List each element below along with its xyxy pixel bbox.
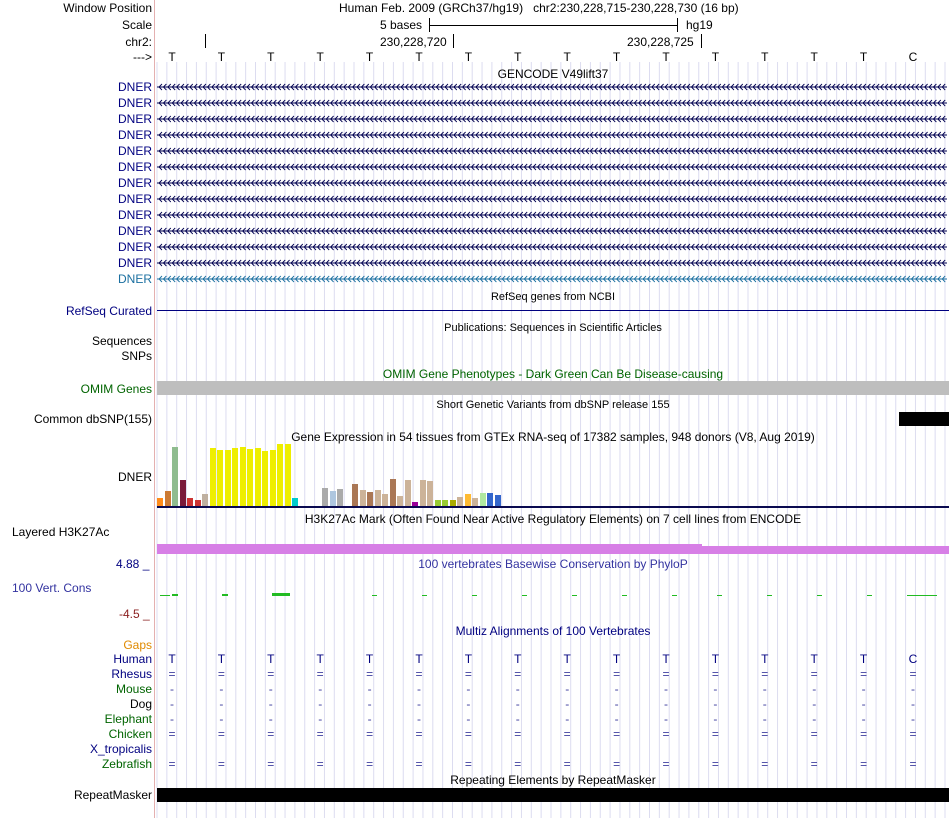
alignment-base: = <box>514 727 522 741</box>
base-letter: T <box>415 50 423 64</box>
phylop-score-mark <box>272 593 290 596</box>
assembly-name: Human Feb. 2009 (GRCh37/hg19) <box>339 1 524 15</box>
alignment-base: - <box>268 697 273 711</box>
phylop-score-mark <box>907 595 937 596</box>
base-letter: T <box>761 50 769 64</box>
alignment-base: - <box>515 697 520 711</box>
alignment-base: - <box>614 682 619 696</box>
gtex-tissue-bar[interactable] <box>270 450 276 506</box>
gencode-title[interactable]: GENCODE V49lift37 <box>497 67 609 81</box>
gencode-transcript-line[interactable] <box>157 80 947 94</box>
alignment-base: - <box>466 712 471 726</box>
coord-tick-1 <box>205 34 206 48</box>
base-letter: T <box>563 50 571 64</box>
base-letter: T <box>316 50 324 64</box>
alignment-base: - <box>664 697 668 711</box>
alignment-base: C <box>908 652 918 666</box>
alignment-base: - <box>664 682 668 696</box>
gtex-tissue-bar[interactable] <box>292 498 298 506</box>
alignment-base: T <box>711 652 720 666</box>
coord-tick-3 <box>701 34 702 48</box>
strand-label: ---> <box>133 50 152 64</box>
alignment-base: - <box>861 682 866 696</box>
gencode-transcript-line[interactable] <box>157 240 947 254</box>
alignment-base: = <box>366 757 374 771</box>
phylop-min-label: -4.5 _ <box>119 607 150 621</box>
alignment-base: = <box>810 727 818 741</box>
alignment-base: = <box>860 757 868 771</box>
alignment-base: = <box>464 667 472 681</box>
gtex-tissue-bar[interactable] <box>367 492 373 506</box>
alignment-base: = <box>761 667 769 681</box>
multiz-species-label[interactable]: Chicken <box>108 727 152 741</box>
assembly-title <box>339 1 739 15</box>
alignment-base: - <box>812 682 817 696</box>
alignment-base: - <box>268 712 273 726</box>
repeatmasker-element[interactable] <box>157 788 949 802</box>
alignment-base: = <box>168 727 176 741</box>
gtex-tissue-bar[interactable] <box>217 450 223 506</box>
sequences-label[interactable]: Sequences <box>91 334 152 348</box>
phylop-score-mark <box>817 595 822 596</box>
alignment-base: = <box>662 667 670 681</box>
phylop-score-mark <box>522 595 527 596</box>
alignment-base: T <box>415 652 423 666</box>
alignment-base: T <box>267 652 275 666</box>
gtex-tissue-bar[interactable] <box>172 447 178 506</box>
alignment-base: T <box>316 652 324 666</box>
alignment-base: = <box>464 727 472 741</box>
alignment-base: - <box>515 682 520 696</box>
alignment-base: = <box>613 757 621 771</box>
gtex-tissue-bar[interactable] <box>472 498 478 506</box>
multiz-species-label[interactable]: Zebrafish <box>101 757 152 771</box>
repeatmasker-title[interactable]: Repeating Elements by RepeatMasker <box>450 773 656 787</box>
alignment-base: = <box>267 727 275 741</box>
alignment-base: - <box>318 712 323 726</box>
gencode-transcript-label[interactable]: DNER <box>117 208 152 222</box>
alignment-base: = <box>168 667 176 681</box>
gtex-tissue-bar[interactable] <box>375 490 381 506</box>
base-letter: T <box>711 50 720 64</box>
gencode-transcript-label[interactable]: DNER <box>117 96 152 110</box>
phylop-score-mark <box>672 595 677 596</box>
gtex-tissue-bar[interactable] <box>180 480 186 506</box>
alignment-base: = <box>415 757 423 771</box>
gtex-tissue-bar[interactable] <box>262 451 268 506</box>
gencode-transcript-label[interactable]: DNER <box>117 256 152 270</box>
gtex-tissue-bar[interactable] <box>202 494 208 506</box>
publications-title[interactable]: Publications: Sequences in Scientific Articles <box>444 322 662 334</box>
gtex-tissue-bar[interactable] <box>285 444 291 506</box>
alignment-base: = <box>316 727 324 741</box>
alignment-base: = <box>711 727 719 741</box>
base-letter: T <box>217 50 226 64</box>
alignment-base: = <box>613 727 621 741</box>
phylop-score-mark <box>717 595 722 596</box>
alignment-base: - <box>170 697 174 711</box>
alignment-base: - <box>417 712 421 726</box>
label-divider <box>154 0 155 818</box>
alignment-base: = <box>860 667 868 681</box>
gencode-transcript-line[interactable] <box>157 256 947 270</box>
phylop-score-mark <box>867 595 872 596</box>
gtex-tissue-bar[interactable] <box>210 448 216 506</box>
gtex-tissue-bar[interactable] <box>247 449 253 506</box>
alignment-base: T <box>514 652 522 666</box>
position-text[interactable]: chr2:230,228,715-230,228,730 (16 bp) <box>533 1 739 15</box>
alignment-base: - <box>713 712 718 726</box>
multiz-species-label[interactable]: Rhesus <box>111 667 152 681</box>
alignment-base: = <box>415 727 423 741</box>
refseq-label[interactable]: RefSeq Curated <box>65 304 152 318</box>
gtex-tissue-bar[interactable] <box>495 495 501 506</box>
alignment-base: - <box>417 682 421 696</box>
alignment-base: = <box>168 757 176 771</box>
alignment-base: T <box>612 652 621 666</box>
coord-tick-2 <box>453 34 454 48</box>
alignment-base: - <box>911 682 915 696</box>
phylop-score-mark <box>222 594 228 596</box>
phylop-track[interactable] <box>157 590 949 602</box>
alignment-base: - <box>614 712 619 726</box>
gencode-transcript-line[interactable] <box>157 96 947 110</box>
gencode-transcript-label[interactable]: DNER <box>117 192 152 206</box>
gtex-title[interactable]: Gene Expression in 54 tissues from GTEx RNA-seq of 17382 samples, 948 donors (V8, Aug 2019) <box>291 430 815 444</box>
alignment-base: - <box>713 682 718 696</box>
scale-bar <box>429 18 679 32</box>
gtex-gene-label[interactable]: DNER <box>117 470 152 484</box>
gtex-bar-chart[interactable] <box>157 444 949 506</box>
alignment-base: = <box>761 727 769 741</box>
alignment-base: = <box>217 757 225 771</box>
dbsnp-label[interactable]: Common dbSNP(155) <box>33 412 152 426</box>
alignment-base: T <box>464 652 473 666</box>
alignment-base: = <box>563 757 571 771</box>
base-letter: T <box>514 50 522 64</box>
refseq-title[interactable]: RefSeq genes from NCBI <box>490 291 616 303</box>
alignment-base: - <box>861 712 866 726</box>
phylop-max-label: 4.88 _ <box>116 557 150 571</box>
alignment-base: = <box>613 667 621 681</box>
alignment-base: - <box>515 712 520 726</box>
gencode-transcript-line[interactable] <box>157 192 947 206</box>
alignment-base: - <box>367 697 372 711</box>
alignment-base: T <box>365 652 374 666</box>
gtex-tissue-bar[interactable] <box>337 489 343 506</box>
gencode-transcript-label[interactable]: DNER <box>117 80 152 94</box>
h3k27ac-title[interactable]: H3K27Ac Mark (Often Found Near Active Regulatory Elements) on 7 cell lines from ENCODE <box>304 512 802 526</box>
gaps-label[interactable]: Gaps <box>123 638 152 652</box>
alignment-base: = <box>662 757 670 771</box>
gtex-tissue-bar[interactable] <box>277 444 283 506</box>
alignment-base: - <box>812 697 817 711</box>
phylop-score-mark <box>160 595 170 596</box>
h3k27ac-signal-1[interactable] <box>157 544 702 554</box>
alignment-base: - <box>812 712 817 726</box>
alignment-base: - <box>219 682 224 696</box>
gtex-tissue-bar[interactable] <box>465 494 471 506</box>
alignment-base: - <box>664 712 668 726</box>
phylop-title[interactable]: 100 vertebrates Basewise Conservation by PhyloP <box>418 557 688 571</box>
gencode-transcript-label[interactable]: DNER <box>117 128 152 142</box>
alignment-base: = <box>711 757 719 771</box>
phylop-score-mark <box>572 595 577 596</box>
multiz-species-label[interactable]: Dog <box>129 697 152 711</box>
alignment-base: = <box>761 757 769 771</box>
gtex-tissue-bar[interactable] <box>232 448 238 506</box>
coord-2: 230,228,725 <box>627 35 694 49</box>
gencode-transcript-line[interactable] <box>157 112 947 126</box>
phylop-score-mark <box>767 595 772 596</box>
alignment-base: - <box>219 712 224 726</box>
snps-label[interactable]: SNPs <box>121 349 152 363</box>
gtex-tissue-bar[interactable] <box>397 496 403 506</box>
alignment-base: - <box>762 697 767 711</box>
window-position-label: Window Position <box>63 1 152 15</box>
dbsnp-title[interactable]: Short Genetic Variants from dbSNP release 155 <box>436 399 670 411</box>
alignment-base: - <box>268 682 273 696</box>
scale-label: Scale <box>121 18 152 32</box>
gtex-tissue-bar[interactable] <box>165 491 171 506</box>
scale-text: 5 bases <box>380 18 423 32</box>
gtex-tissue-bar[interactable] <box>360 490 366 506</box>
alignment-base: T <box>217 652 226 666</box>
alignment-base: = <box>464 757 472 771</box>
gencode-transcript-label[interactable]: DNER <box>117 160 152 174</box>
base-letter: T <box>612 50 621 64</box>
alignment-base: - <box>417 697 421 711</box>
multiz-title[interactable]: Multiz Alignments of 100 Vertebrates <box>455 624 651 638</box>
gtex-tissue-bar[interactable] <box>240 447 246 506</box>
alignment-base: - <box>170 682 174 696</box>
coord-1: 230,228,720 <box>380 35 447 49</box>
base-letter: T <box>365 50 374 64</box>
gtex-tissue-bar[interactable] <box>330 491 336 506</box>
gencode-transcript-line[interactable] <box>157 208 947 222</box>
alignment-base: T <box>859 652 868 666</box>
alignment-base: = <box>316 757 324 771</box>
alignment-base: = <box>316 667 324 681</box>
alignment-base: = <box>563 667 571 681</box>
alignment-base: - <box>170 712 174 726</box>
gtex-tissue-bar[interactable] <box>255 448 261 506</box>
alignment-base: = <box>909 727 917 741</box>
phylop-label[interactable]: 100 Vert. Cons <box>12 581 92 595</box>
phylop-score-mark <box>372 595 377 596</box>
base-letter: T <box>464 50 473 64</box>
alignment-base: = <box>267 667 275 681</box>
alignment-base: = <box>909 667 917 681</box>
alignment-base: = <box>217 727 225 741</box>
alignment-base: = <box>366 727 374 741</box>
gtex-tissue-bar[interactable] <box>225 450 231 506</box>
gtex-baseline <box>157 506 949 508</box>
gencode-transcript-line[interactable] <box>157 160 947 174</box>
base-letter: T <box>662 50 670 64</box>
multiz-species-label[interactable]: Elephant <box>104 712 152 726</box>
alignment-base: - <box>318 697 323 711</box>
gtex-tissue-bar[interactable] <box>487 493 493 506</box>
base-letter: T <box>859 50 868 64</box>
alignment-base: = <box>563 727 571 741</box>
alignment-base: - <box>466 682 471 696</box>
alignment-base: - <box>466 697 471 711</box>
omim-title[interactable]: OMIM Gene Phenotypes - Dark Green Can Be Disease-causing <box>382 367 724 381</box>
alignment-base: - <box>713 697 718 711</box>
base-letter: T <box>810 50 818 64</box>
alignment-base: - <box>318 682 323 696</box>
alignment-base: T <box>563 652 571 666</box>
alignment-base: - <box>614 697 619 711</box>
alignment-base: T <box>168 652 176 666</box>
phylop-score-mark <box>422 595 427 596</box>
gtex-tissue-bar[interactable] <box>390 479 396 506</box>
alignment-base: T <box>761 652 769 666</box>
alignment-base: = <box>267 757 275 771</box>
alignment-base: = <box>711 667 719 681</box>
alignment-base: = <box>514 757 522 771</box>
alignment-base: = <box>514 667 522 681</box>
gencode-transcript-label[interactable]: DNER <box>117 240 152 254</box>
omim-feature-bar[interactable] <box>157 381 949 395</box>
alignment-base: = <box>217 667 225 681</box>
gencode-transcript-label[interactable]: DNER <box>117 112 152 126</box>
alignment-base: = <box>810 667 818 681</box>
repeatmasker-label[interactable]: RepeatMasker <box>73 788 152 802</box>
gencode-transcript-line[interactable] <box>157 272 947 286</box>
multiz-species-label[interactable]: X_tropicalis <box>89 742 152 756</box>
alignment-base: = <box>860 727 868 741</box>
base-sequence <box>0 50 950 64</box>
scale-db: hg19 <box>686 18 713 32</box>
alignment-base: T <box>662 652 670 666</box>
omim-label[interactable]: OMIM Genes <box>80 382 152 396</box>
gtex-tissue-bar[interactable] <box>457 497 463 506</box>
alignment-base: - <box>219 697 224 711</box>
gencode-transcript-line[interactable] <box>157 176 947 190</box>
multiz-species-label[interactable]: Mouse <box>115 682 152 696</box>
gtex-tissue-bar[interactable] <box>420 480 426 506</box>
gencode-transcript-label[interactable]: DNER <box>117 176 152 190</box>
gtex-tissue-bar[interactable] <box>405 480 411 506</box>
chr-label: chr2: <box>125 35 152 49</box>
gencode-transcript-label[interactable]: DNER <box>117 224 152 238</box>
gtex-tissue-bar[interactable] <box>427 481 433 506</box>
alignment-base: - <box>911 712 915 726</box>
gencode-transcript-label[interactable]: DNER <box>117 144 152 158</box>
alignment-base: - <box>367 712 372 726</box>
gencode-transcript-line[interactable] <box>157 144 947 158</box>
alignment-base: T <box>810 652 818 666</box>
alignment-base: = <box>366 667 374 681</box>
h3k27ac-label[interactable]: Layered H3K27Ac <box>12 525 110 539</box>
alignment-base: = <box>415 667 423 681</box>
phylop-score-mark <box>472 595 477 596</box>
alignment-base: - <box>565 682 570 696</box>
refseq-gene-line[interactable] <box>157 310 949 311</box>
gencode-transcript-label[interactable]: DNER <box>117 272 152 286</box>
base-letter: C <box>908 50 918 64</box>
alignment-base: = <box>662 727 670 741</box>
base-letter: T <box>267 50 275 64</box>
phylop-score-mark <box>172 594 178 596</box>
gtex-tissue-bar[interactable] <box>480 493 486 506</box>
gtex-tissue-bar[interactable] <box>187 498 193 506</box>
alignment-base: - <box>565 697 570 711</box>
gtex-tissue-bar[interactable] <box>382 494 388 506</box>
alignment-base: - <box>911 697 915 711</box>
gtex-tissue-bar[interactable] <box>352 484 358 506</box>
alignment-base: - <box>861 697 866 711</box>
alignment-base: - <box>367 682 372 696</box>
gencode-transcript-line[interactable] <box>157 128 947 142</box>
phylop-score-mark <box>622 595 627 596</box>
gtex-tissue-bar[interactable] <box>157 498 163 506</box>
base-letter: T <box>168 50 176 64</box>
alignment-base: = <box>909 757 917 771</box>
multiz-species-label[interactable]: Human <box>113 652 152 666</box>
alignment-base: - <box>762 682 767 696</box>
alignment-base: - <box>762 712 767 726</box>
alignment-base: - <box>565 712 570 726</box>
dbsnp-variant[interactable] <box>899 412 949 426</box>
gencode-transcript-line[interactable] <box>157 224 947 238</box>
gtex-tissue-bar[interactable] <box>322 488 328 506</box>
h3k27ac-signal-2[interactable] <box>702 546 949 554</box>
alignment-base: = <box>810 757 818 771</box>
